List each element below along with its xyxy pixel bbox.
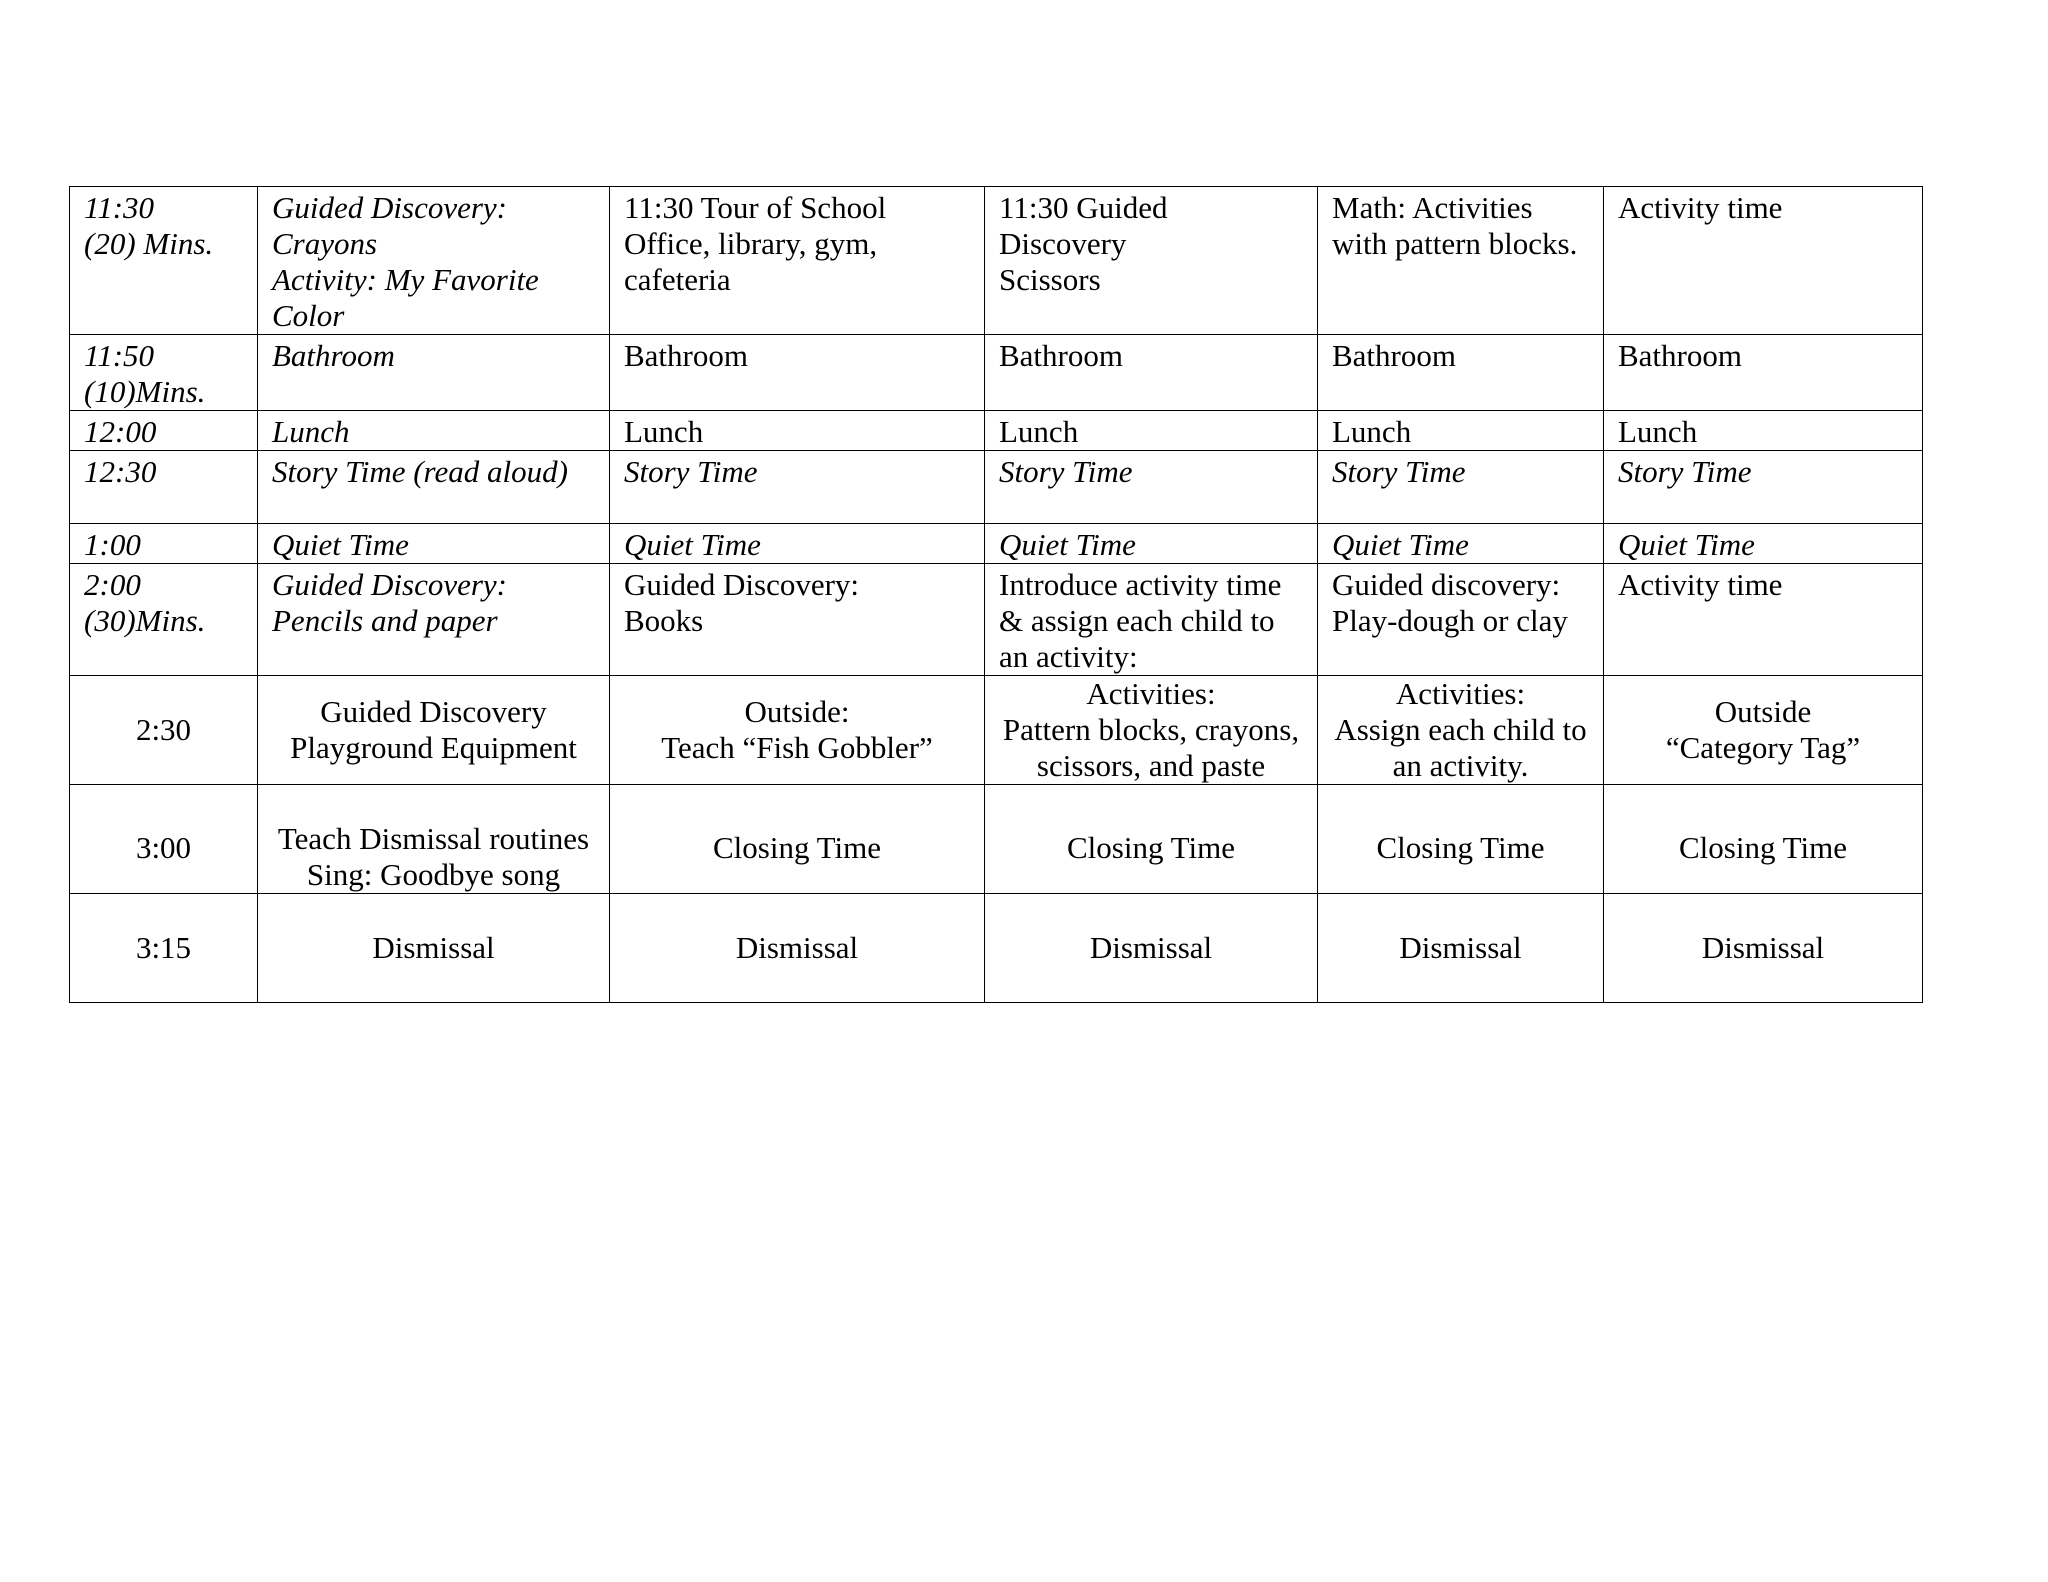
cell-line: Quiet Time <box>272 527 409 562</box>
time-label: 2:30 <box>135 712 192 747</box>
cell-line: Quiet Time <box>1332 527 1469 562</box>
time-cell <box>70 894 258 1003</box>
day3-cell <box>985 676 1318 785</box>
cell-line: Playground Equipment <box>290 730 577 765</box>
time-label: 3:00 <box>135 830 192 865</box>
cell-line: Closing Time <box>1376 830 1545 865</box>
day3-cell <box>985 411 1318 451</box>
cell-line: Pencils and paper <box>272 603 498 638</box>
cell-line: an activity. <box>1392 748 1529 783</box>
cell-line: Quiet Time <box>999 527 1136 562</box>
cell-line: Lunch <box>272 414 350 449</box>
cell-line: Story Time (read aloud) <box>272 454 568 489</box>
cell-line: Bathroom <box>1618 338 1742 373</box>
cell-line: Books <box>624 603 704 638</box>
cell-line: Outside: <box>744 694 850 729</box>
cell-line: Dismissal <box>735 930 859 965</box>
day2-cell <box>610 564 985 676</box>
day1-cell <box>258 785 610 894</box>
day4-cell <box>1318 524 1604 564</box>
time-label: 2:00 <box>84 567 141 602</box>
day2-cell <box>610 894 985 1003</box>
day2-cell <box>610 524 985 564</box>
day4-cell <box>1318 676 1604 785</box>
cell-line: Story Time <box>624 454 758 489</box>
duration-label: (30)Mins. <box>84 603 206 638</box>
cell-line: Assign each child to <box>1334 712 1587 747</box>
day3-cell <box>985 187 1318 335</box>
cell-line: Story Time <box>1332 454 1466 489</box>
cell-line: 11:30 Guided <box>999 190 1168 225</box>
day5-cell <box>1604 785 1923 894</box>
day1-cell <box>258 564 610 676</box>
cell-line: Introduce activity time <box>999 567 1282 602</box>
cell-line: 11:30 Tour of School <box>624 190 887 225</box>
cell-line: Activities: <box>1395 676 1526 711</box>
cell-line: Activity time <box>1618 190 1783 225</box>
day4-cell <box>1318 785 1604 894</box>
cell-line: Sing: Goodbye song <box>306 857 561 892</box>
cell-line: Quiet Time <box>1618 527 1755 562</box>
day4-cell <box>1318 451 1604 524</box>
day5-cell <box>1604 676 1923 785</box>
schedule-row-1230 <box>70 451 1923 524</box>
day1-cell <box>258 411 610 451</box>
schedule-row-315 <box>70 894 1923 1003</box>
cell-line: scissors, and paste <box>1036 748 1266 783</box>
cell-line: Crayons <box>272 226 378 261</box>
day1-cell <box>258 187 610 335</box>
day5-cell <box>1604 894 1923 1003</box>
schedule-row-100 <box>70 524 1923 564</box>
cell-line: Dismissal <box>1089 930 1213 965</box>
cell-line: Dismissal <box>372 930 495 965</box>
day1-cell <box>258 524 610 564</box>
cell-line: Bathroom <box>272 338 395 373</box>
day3-cell <box>985 451 1318 524</box>
schedule-row-230 <box>70 676 1923 785</box>
day5-cell <box>1604 524 1923 564</box>
cell-line: cafeteria <box>624 262 731 297</box>
cell-line: Guided Discovery <box>320 694 547 729</box>
cell-line: Dismissal <box>1399 930 1522 965</box>
day4-cell <box>1318 411 1604 451</box>
cell-line: Closing Time <box>713 830 881 865</box>
cell-line: & assign each child to <box>999 603 1275 638</box>
cell-line: Lunch <box>1332 414 1412 449</box>
schedule-row-1130 <box>70 187 1923 335</box>
day3-cell <box>985 524 1318 564</box>
cell-line: Teach “Fish Gobbler” <box>661 730 933 765</box>
day1-cell <box>258 676 610 785</box>
cell-line: Activities: <box>1086 676 1216 711</box>
day3-cell <box>985 785 1318 894</box>
day5-cell <box>1604 335 1923 411</box>
day2-cell <box>610 451 985 524</box>
duration-label: (20) Mins. <box>84 226 214 261</box>
time-label: 11:30 <box>84 190 155 225</box>
cell-line: Lunch <box>999 414 1079 449</box>
day3-cell <box>985 894 1318 1003</box>
day2-cell <box>610 187 985 335</box>
cell-line: an activity: <box>999 639 1138 674</box>
time-cell <box>70 187 258 335</box>
cell-line: Story Time <box>999 454 1133 489</box>
day1-cell <box>258 451 610 524</box>
cell-line: Activity time <box>1618 567 1783 602</box>
day5-cell <box>1604 564 1923 676</box>
cell-line: Activity: My Favorite <box>272 262 539 297</box>
time-cell <box>70 411 258 451</box>
time-cell <box>70 785 258 894</box>
schedule-row-1200 <box>70 411 1923 451</box>
cell-line: Outside <box>1714 694 1812 729</box>
time-cell <box>70 335 258 411</box>
cell-line: with pattern blocks. <box>1332 226 1578 261</box>
time-cell <box>70 451 258 524</box>
day3-cell <box>985 335 1318 411</box>
time-label: 12:00 <box>84 414 157 449</box>
cell-line: Scissors <box>999 262 1101 297</box>
cell-line: Closing Time <box>1679 830 1847 865</box>
duration-label: (10)Mins. <box>84 374 206 409</box>
cell-line: Closing Time <box>1067 830 1235 865</box>
day4-cell <box>1318 894 1604 1003</box>
cell-line: Lunch <box>1618 414 1698 449</box>
day4-cell <box>1318 564 1604 676</box>
cell-line: Color <box>272 298 345 333</box>
schedule-row-200 <box>70 564 1923 676</box>
day5-cell <box>1604 451 1923 524</box>
cell-line: Guided discovery: <box>1332 567 1561 602</box>
day5-cell <box>1604 411 1923 451</box>
day2-cell <box>610 785 985 894</box>
cell-line: Story Time <box>1618 454 1752 489</box>
time-cell <box>70 676 258 785</box>
day4-cell <box>1318 187 1604 335</box>
time-label: 1:00 <box>84 527 141 562</box>
cell-line: Bathroom <box>999 338 1123 373</box>
day5-cell <box>1604 187 1923 335</box>
day1-cell <box>258 894 610 1003</box>
cell-line: “Category Tag” <box>1665 730 1861 765</box>
time-label: 12:30 <box>84 454 157 489</box>
cell-line: Math: Activities <box>1332 190 1533 225</box>
schedule-table <box>69 186 1923 1003</box>
schedule-row-300 <box>70 785 1923 894</box>
cell-line: Guided Discovery: <box>272 190 507 225</box>
cell-line: Play-dough or clay <box>1332 603 1568 638</box>
day3-cell <box>985 564 1318 676</box>
cell-line: Pattern blocks, crayons, <box>1002 712 1300 747</box>
cell-line: Guided Discovery: <box>272 567 507 602</box>
time-cell <box>70 524 258 564</box>
time-label: 3:15 <box>135 930 192 965</box>
day2-cell <box>610 335 985 411</box>
cell-line: Guided Discovery: <box>624 567 860 602</box>
time-cell <box>70 564 258 676</box>
day1-cell <box>258 335 610 411</box>
day2-cell <box>610 411 985 451</box>
day4-cell <box>1318 335 1604 411</box>
cell-line: Dismissal <box>1701 930 1825 965</box>
day2-cell <box>610 676 985 785</box>
schedule-row-1150 <box>70 335 1923 411</box>
cell-line: Discovery <box>999 226 1127 261</box>
time-label: 11:50 <box>84 338 155 373</box>
cell-line: Lunch <box>624 414 704 449</box>
cell-line: Quiet Time <box>624 527 761 562</box>
cell-line: Office, library, gym, <box>624 226 878 261</box>
cell-line: Bathroom <box>1332 338 1456 373</box>
cell-line: Bathroom <box>624 338 748 373</box>
cell-line: Teach Dismissal routines <box>277 821 590 856</box>
